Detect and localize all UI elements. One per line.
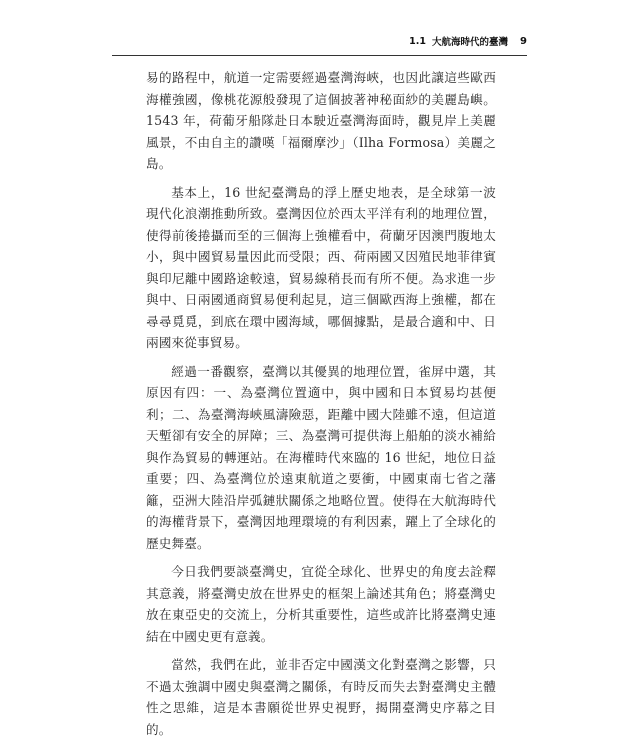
- header-rule: [112, 55, 527, 56]
- page-number: 9: [520, 35, 527, 47]
- paragraph-5: 當然，我們在此，並非否定中國漢文化對臺灣之影響，只不過太強調中國史與臺灣之關係，有時反而失去對臺灣史主體性之思維，這是本書願從世界史視野，揭開臺灣史序幕之目的。: [146, 657, 496, 737]
- paragraph-1: 易的路程中，航道一定需要經過臺灣海峽，也因此讓這些歐西海權強國，像桃花源般發現了這個披著神秘面紗的美麗島嶼。1543 年，荷葡牙船隊赴日本駛近臺灣海面時，觀見岸上美麗風景，不由自主的讚嘆「福爾摩沙」（Ilha Formosa）美麗之島。: [146, 70, 496, 171]
- paragraph-4: 今日我們要談臺灣史，宜從全球化、世界史的角度去詮釋其意義，將臺灣史放在世界史的框架上論述其角色；將臺灣史放在東亞史的交流上，分析其重要性，這些或許比將臺灣史連結在中國史更有意義。: [146, 564, 496, 644]
- running-header: [395, 30, 527, 52]
- section-number: 1.1: [409, 35, 427, 47]
- paragraph-3: 經過一番觀察，臺灣以其優異的地理位置，雀屏中選，其原因有四：一、為臺灣位置適中，與中國和日本貿易均甚便利；二、為臺灣海峽風濤險惡，距離中國大陸雖不遠，但這道天塹卻有安全的屏障；三、為臺灣可提供海上船舶的淡水補給與作為貿易的轉運站。在海權時代來臨的 16 世紀，地位日益重要；四、為臺灣位於遠東航道之要衝，中國東南七省之藩籬，亞洲大陸沿岸弧鏈狀關係之地略位置。使得在大航海時代的海權背景下，臺灣因地理環境的有利因素，躍上了全球化的歷史舞臺。: [146, 363, 496, 551]
- body-text: [146, 67, 496, 740]
- chapter-title: 大航海時代的臺灣: [432, 37, 509, 48]
- paragraph-2: 基本上，16 世紀臺灣島的浮上歷史地表，是全球第一波現代化浪潮推動所致。臺灣因位於西太平洋有利的地理位置，使得前後捲攝而至的三個海上強權看中，荷蘭牙因澳門腹地太小，與中國貿易量因此而受限；西、荷兩國又因殖民地菲律賓與印尼離中國路途較遠，貿易線稍長而有所不便。為求進一步與中、日兩國通商貿易便利起見，這三個歐西海上強權，都在尋尋覓覓，到底在環中國海域，哪個據點，是最合適和中、日兩國來從事貿易。: [146, 184, 496, 350]
